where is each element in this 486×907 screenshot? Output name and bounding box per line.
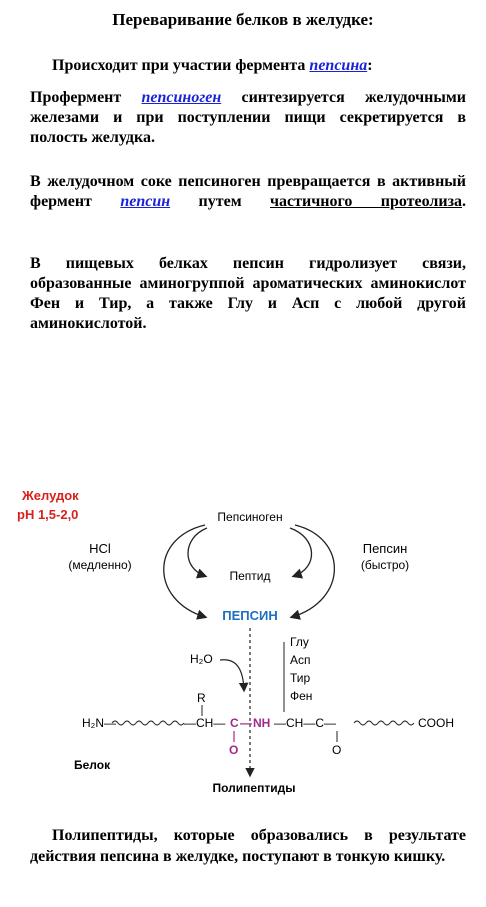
carbonyl-c: C — [230, 716, 239, 730]
polypeptides-label: Полипептиды — [212, 781, 296, 795]
ch-group-left: —CH— — [184, 716, 226, 730]
aa-phe: Фен — [290, 689, 313, 703]
cooh-group: COOH — [418, 716, 454, 730]
inner-left-arrow — [188, 528, 207, 576]
wavy-chain-left — [112, 721, 184, 725]
radical-r: R — [197, 691, 206, 705]
hcl-arc-arrow — [164, 525, 205, 617]
aa-tyr: Тир — [290, 671, 311, 685]
page-title: Переваривание белков в желудке: — [112, 10, 374, 29]
p1-prefix: Профермент — [30, 89, 142, 106]
nh-group: NH — [253, 716, 271, 730]
pepsin-link-2[interactable]: пепсин — [120, 193, 171, 210]
peptide-label: Пептид — [229, 569, 271, 583]
p2-end: . — [462, 193, 467, 210]
aa-glu: Глу — [290, 635, 309, 649]
pepsinogen-link[interactable]: пепсиноген — [141, 89, 222, 106]
peptide-bond-dash: — — [240, 716, 252, 730]
pepsinogen-label: Пепсиноген — [217, 510, 283, 524]
pepsin-label: Пепсин — [362, 541, 408, 556]
pepsin-speed-note: (быстро) — [360, 558, 410, 572]
partial-proteolysis-term: частичного протеолиза — [270, 193, 463, 210]
p1-rest: синтезируется желудочными железами и при поступлении пищи секретируется в полость желудка. — [30, 89, 467, 146]
intro-line — [52, 57, 373, 75]
wavy-chain-right — [354, 721, 414, 725]
pepsin-arc-arrow — [292, 525, 334, 617]
protein-label: Белок — [74, 758, 111, 772]
oxygen-left: O — [229, 743, 239, 757]
hcl-speed-note: (медленно) — [68, 558, 132, 572]
paragraph-activation — [30, 172, 466, 212]
paragraph-hydrolysis: В пищевых белках пепсин гидролизует связи, образованные аминогруппой ароматических аминокислот Фен и Тир, а также Глу и Асп с любой другой аминокислотой. — [30, 255, 466, 332]
inner-right-arrow — [290, 528, 312, 576]
p2-mid: путем — [170, 193, 271, 210]
paragraph-pepsinogen — [30, 88, 466, 148]
ph-label: pH 1,5-2,0 — [17, 507, 79, 522]
aa-asp: Асп — [290, 653, 311, 667]
water-label: H₂O — [190, 652, 213, 666]
h2n-group: H₂N— — [82, 716, 116, 730]
pepsin-link[interactable]: пепсина — [309, 57, 368, 74]
paragraph-polypeptides: Полипептиды, которые образовались в результате действия пепсина в желудке, поступают в тонкую кишку. — [30, 827, 466, 865]
pepsin-center-label: ПЕПСИН — [222, 608, 278, 623]
intro-text: Происходит при участии фермента — [52, 57, 310, 74]
ch-c-group-right: —CH—C— — [274, 716, 336, 730]
stomach-label: Желудок — [22, 488, 79, 503]
hcl-label: HCl — [89, 541, 111, 556]
oxygen-right: O — [332, 743, 342, 757]
p2-prefix: В желудочном соке пепсиноген превращается в активный фермент — [30, 173, 466, 210]
pepsin-activation-diagram — [0, 480, 486, 810]
intro-colon: : — [367, 57, 373, 74]
water-arrow — [220, 660, 244, 690]
